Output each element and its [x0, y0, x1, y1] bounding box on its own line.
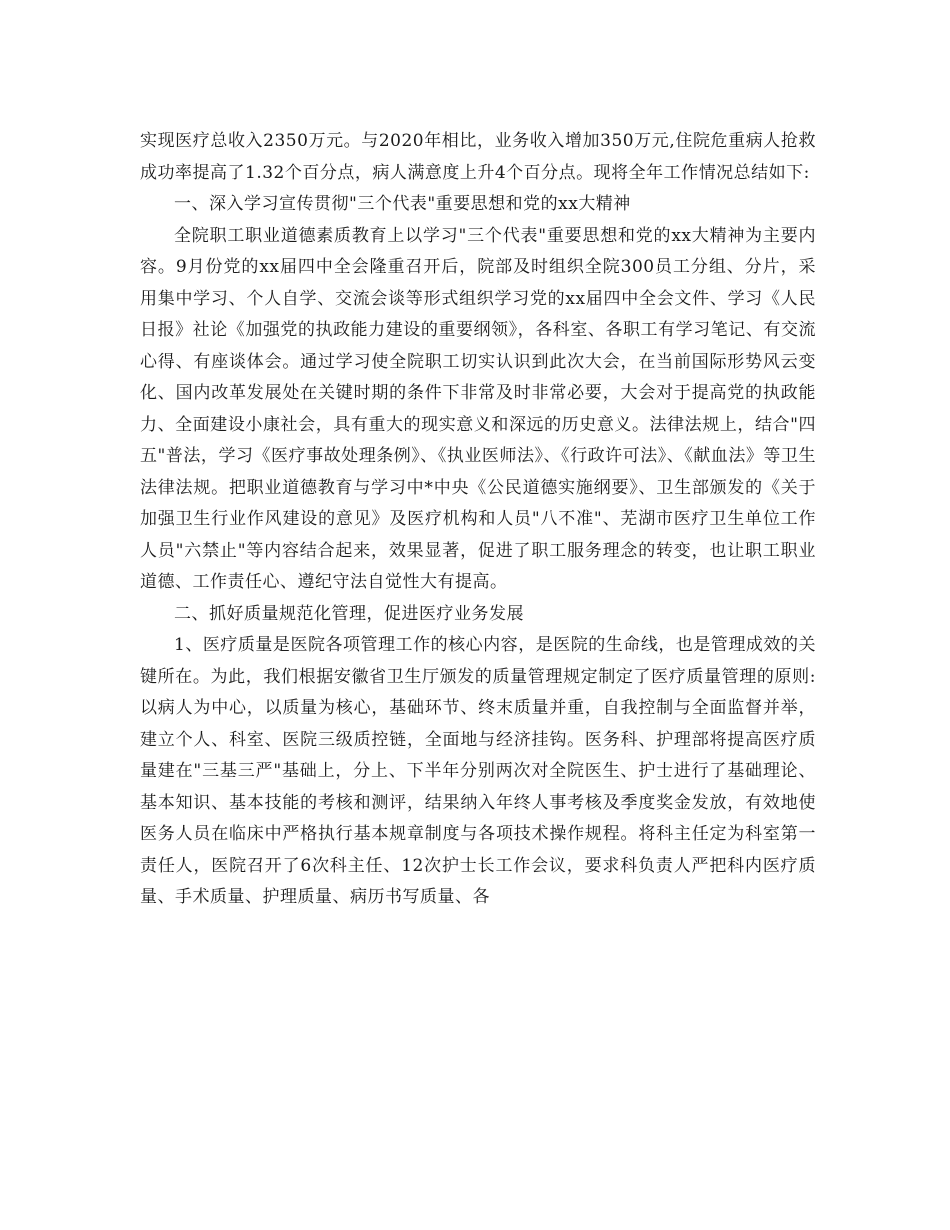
section-heading-2: 二、抓好质量规范化管理，促进医疗业务发展	[174, 603, 524, 624]
section-heading-1: 一、深入学习宣传贯彻"三个代表"重要思想和党的xx大精神	[174, 194, 631, 214]
document-body	[140, 126, 816, 914]
paragraph-intro: 实现医疗总收入2350万元。与2020年相比，业务收入增加350万元,住院危重病人抢救成功率提高了1.32个百分点，病人满意度上升4个百分点。现将全年工作情况总结如下:	[140, 131, 816, 183]
paragraph-section-2-item-1: 1、医疗质量是医院各项管理工作的核心内容，是医院的生命线，也是管理成效的关键所在。为此，我们根据安徽省卫生厅颁发的质量管理规定制定了医疗质量管理的原则:以病人为中心，以质量为核心，基础环节、终末质量并重，自我控制与全面监督并举，建立个人、科室、医院三级质控链，全面地与经济挂钩。医务科、护理部将提高医疗质量建在"三基三严"基础上，分上、下半年分别两次对全院医生、护士进行了基础理论、基本知识、基本技能的考核和测评，结果纳入年终人事考核及季度奖金发放，有效地使医务人员在临床中严格执行基本规章制度与各项技术操作规程。将科主任定为科室第一责任人，医院召开了6次科主任、12次护士长工作会议，要求科负责人严把科内医疗质量、手术质量、护理质量、病历书写质量、各	[140, 635, 816, 907]
paragraph-section-1: 全院职工职业道德素质教育上以学习"三个代表"重要思想和党的xx大精神为主要内容。9月份党的xx届四中全会隆重召开后，院部及时组织全院300员工分组、分片，采用集中学习、个人自学、交流会谈等形式组织学习党的xx届四中全会文件、学习《人民日报》社论《加强党的执政能力建设的重要纲领》，各科室、各职工有学习笔记、有交流心得、有座谈体会。通过学习使全院职工切实认识到此次大会，在当前国际形势风云变化、国内改革发展处在关键时期的条件下非常及时非常必要，大会对于提高党的执政能力、全面建设小康社会，具有重大的现实意义和深远的历史意义。法律法规上，结合"四五"普法，学习《医疗事故处理条例》、《执业医师法》、《行政许可法》、《献血法》等卫生法律法规。把职业道德教育与学习中*中央《公民道德实施纲要》、卫生部颁发的《关于加强卫生行业作风建设的意见》及医疗机构和人员"八不准"、芜湖市医疗卫生单位工作人员"六禁止"等内容结合起来，效果显著，促进了职工服务理念的转变，也让职工职业道德、工作责任心、遵纪守法自觉性大有提高。	[140, 225, 816, 592]
